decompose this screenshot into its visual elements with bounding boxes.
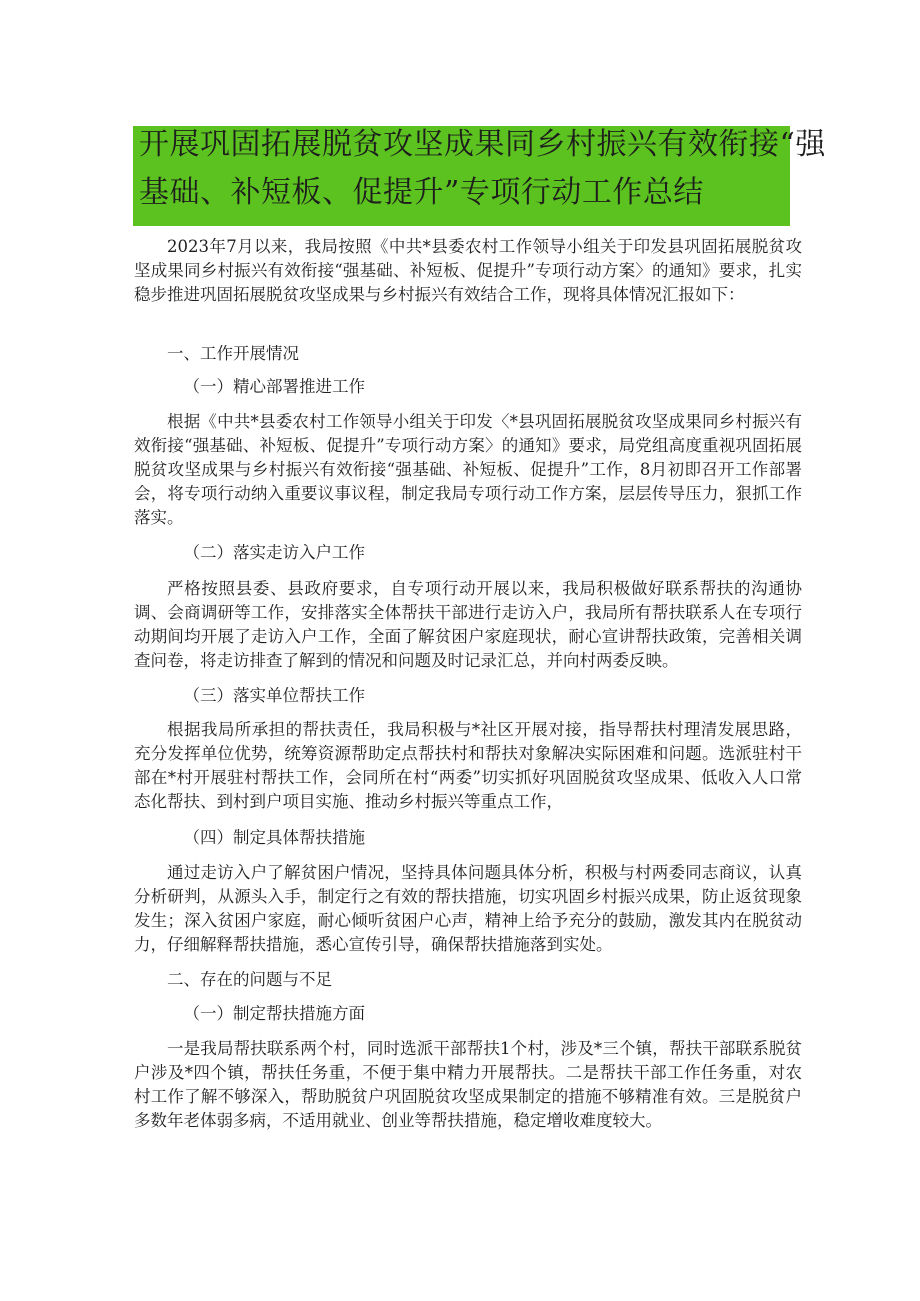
paragraph-1: 根据《中共*县委农村工作领导小组关于印发〈*县巩固拓展脱贫攻坚成果同乡村振兴有效衔接“强基础、补短板、促提升”专项行动方案〉的通知》要求，局党组高度重视巩固拓展脱贫攻坚成果与乡村振兴有效衔接“强基础、补短板、促提升”工作，8月初即召开工作部署会，将专项行动纳入重要议事议程，制定我局专项行动工作方案，层层传导压力，狠抓工作落实。	[134, 412, 802, 527]
subsection-heading-5: （一）制定帮扶措施方面	[183, 1004, 365, 1023]
section-heading-1: 一、工作开展情况	[167, 344, 299, 363]
section-heading-2: 二、存在的问题与不足	[167, 970, 332, 989]
paragraph-5: 一是我局帮扶联系两个村，同时选派干部帮扶1个村，涉及*三个镇，帮扶干部联系脱贫户涉及*四个镇，帮扶任务重，不便于集中精力开展帮扶。二是帮扶干部工作任务重，对农村工作了解不够深入，帮助脱贫户巩固脱贫攻坚成果制定的措施不够精准有效。三是脱贫户多数年老体弱多病，不适用就业、创业等帮扶措施，稳定增收难度较大。	[134, 1039, 802, 1130]
paragraph-3: 根据我局所承担的帮扶责任，我局积极与*社区开展对接，指导帮扶村理清发展思路，充分发挥单位优势，统筹资源帮助定点帮扶村和帮扶对象解决实际困难和问题。选派驻村干部在*村开展驻村帮扶工作，会同所在村“两委”切实抓好巩固脱贫攻坚成果、低收入人口常态化帮扶、到村到户项目实施、推动乡村振兴等重点工作，	[134, 720, 802, 811]
subsection-heading-3: （三）落实单位帮扶工作	[183, 686, 365, 705]
paragraph-2: 严格按照县委、县政府要求，自专项行动开展以来，我局积极做好联系帮扶的沟通协调、会商调研等工作，安排落实全体帮扶干部进行走访入户，我局所有帮扶联系人在专项行动期间均开展了走访入户工作，全面了解贫困户家庭现状，耐心宣讲帮扶政策，完善相关调查问卷，将走访排查了解到的情况和问题及时记录汇总，并向村两委反映。	[134, 579, 802, 670]
subsection-heading-1: （一）精心部署推进工作	[183, 377, 365, 396]
document-title-line-1: 开展巩固拓展脱贫攻坚成果同乡村振兴有效衔接“强	[139, 127, 826, 162]
paragraph-4: 通过走访入户了解贫困户情况，坚持具体问题具体分析，积极与村两委同志商议，认真分析研判，从源头入手，制定行之有效的帮扶措施，切实巩固乡村振兴成果，防止返贫现象发生；深入贫困户家庭，耐心倾听贫困户心声，精神上给予充分的鼓励，激发其内在脱贫动力，仔细解释帮扶措施，悉心宣传引导，确保帮扶措施落到实处。	[134, 863, 802, 954]
subsection-heading-4: （四）制定具体帮扶措施	[183, 828, 365, 847]
intro-paragraph: 2023年7月以来，我局按照《中共*县委农村工作领导小组关于印发县巩固拓展脱贫攻坚成果同乡村振兴有效衔接“强基础、补短板、促提升”专项行动方案〉的通知》要求，扎实稳步推进巩固拓展脱贫攻坚成果与乡村振兴有效结合工作，现将具体情况汇报如下：	[134, 237, 802, 304]
document-title-line-2: 基础、补短板、促提升”专项行动工作总结	[139, 175, 704, 210]
subsection-heading-2: （二）落实走访入户工作	[183, 543, 365, 562]
